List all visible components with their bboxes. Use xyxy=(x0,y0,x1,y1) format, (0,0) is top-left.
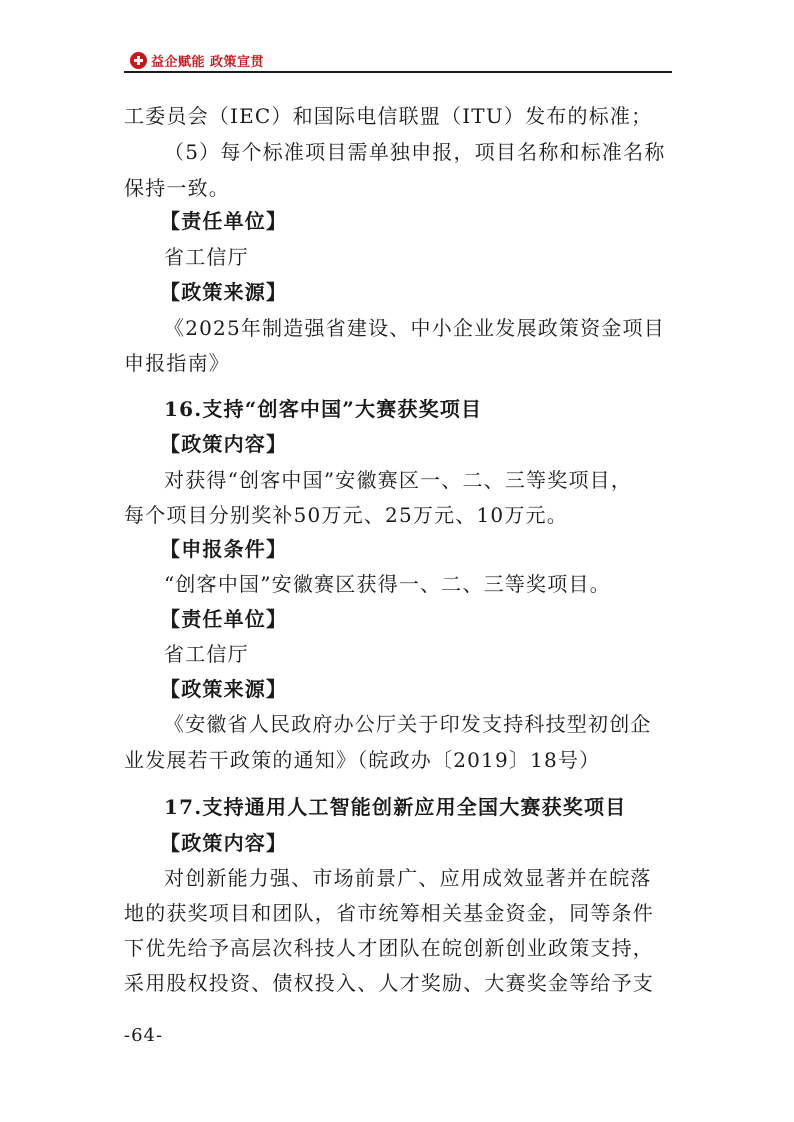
text-line: 对创新能力强、市场前景广、应用成效显著并在皖落 xyxy=(164,866,652,890)
text-line: 省工信厅 xyxy=(164,245,249,269)
text-line: 下优先给予高层次科技人才团队在皖创新创业政策支持， xyxy=(124,936,654,960)
page-header xyxy=(124,50,672,72)
text-line: （5）每个标准项目需单独申报，项目名称和标准名称 xyxy=(164,140,666,164)
item-heading-17: 17.支持通用人工智能创新应用全国大赛获奖项目 xyxy=(164,795,627,819)
text-line: “创客中国”安徽赛区获得一、二、三等奖项目。 xyxy=(164,572,611,596)
text-line: 业发展若干政策的通知》（皖政办〔2019〕18号） xyxy=(124,748,601,772)
text-line: 每个项目分别奖补50万元、25万元、10万元。 xyxy=(124,503,568,527)
text-line: 《2025年制造强省建设、中小企业发展政策资金项目 xyxy=(164,316,665,340)
section-label: 【政策来源】 xyxy=(160,280,288,304)
item-heading-16: 16.支持“创客中国”大赛获奖项目 xyxy=(164,397,483,421)
section-label: 【政策内容】 xyxy=(160,432,288,456)
header-title: 益企赋能 政策宣贯 xyxy=(151,55,265,70)
text-line: 省工信厅 xyxy=(164,642,249,666)
text-line: 对获得“创客中国”安徽赛区一、二、三等奖项目， xyxy=(164,468,633,492)
text-line: 保持一致。 xyxy=(124,176,230,200)
text-line: 工委员会（IEC）和国际电信联盟（ITU）发布的标准； xyxy=(124,104,653,128)
section-label: 【申报条件】 xyxy=(160,537,288,561)
section-label: 【政策内容】 xyxy=(160,831,288,855)
section-label: 【责任单位】 xyxy=(160,607,288,631)
text-line: 《安徽省人民政府办公厅关于印发支持科技型初创企 xyxy=(164,712,652,736)
text-line: 地的获奖项目和团队，省市统筹相关基金资金，同等条件 xyxy=(124,901,654,925)
logo-icon xyxy=(130,52,147,69)
section-label: 【政策来源】 xyxy=(160,677,288,701)
text-line: 采用股权投资、债权投入、人才奖励、大赛奖金等给予支 xyxy=(124,971,654,995)
header-rule xyxy=(124,71,672,73)
page-number: -64- xyxy=(124,1025,164,1046)
section-label: 【责任单位】 xyxy=(160,209,288,233)
text-line: 申报指南》 xyxy=(124,351,230,375)
